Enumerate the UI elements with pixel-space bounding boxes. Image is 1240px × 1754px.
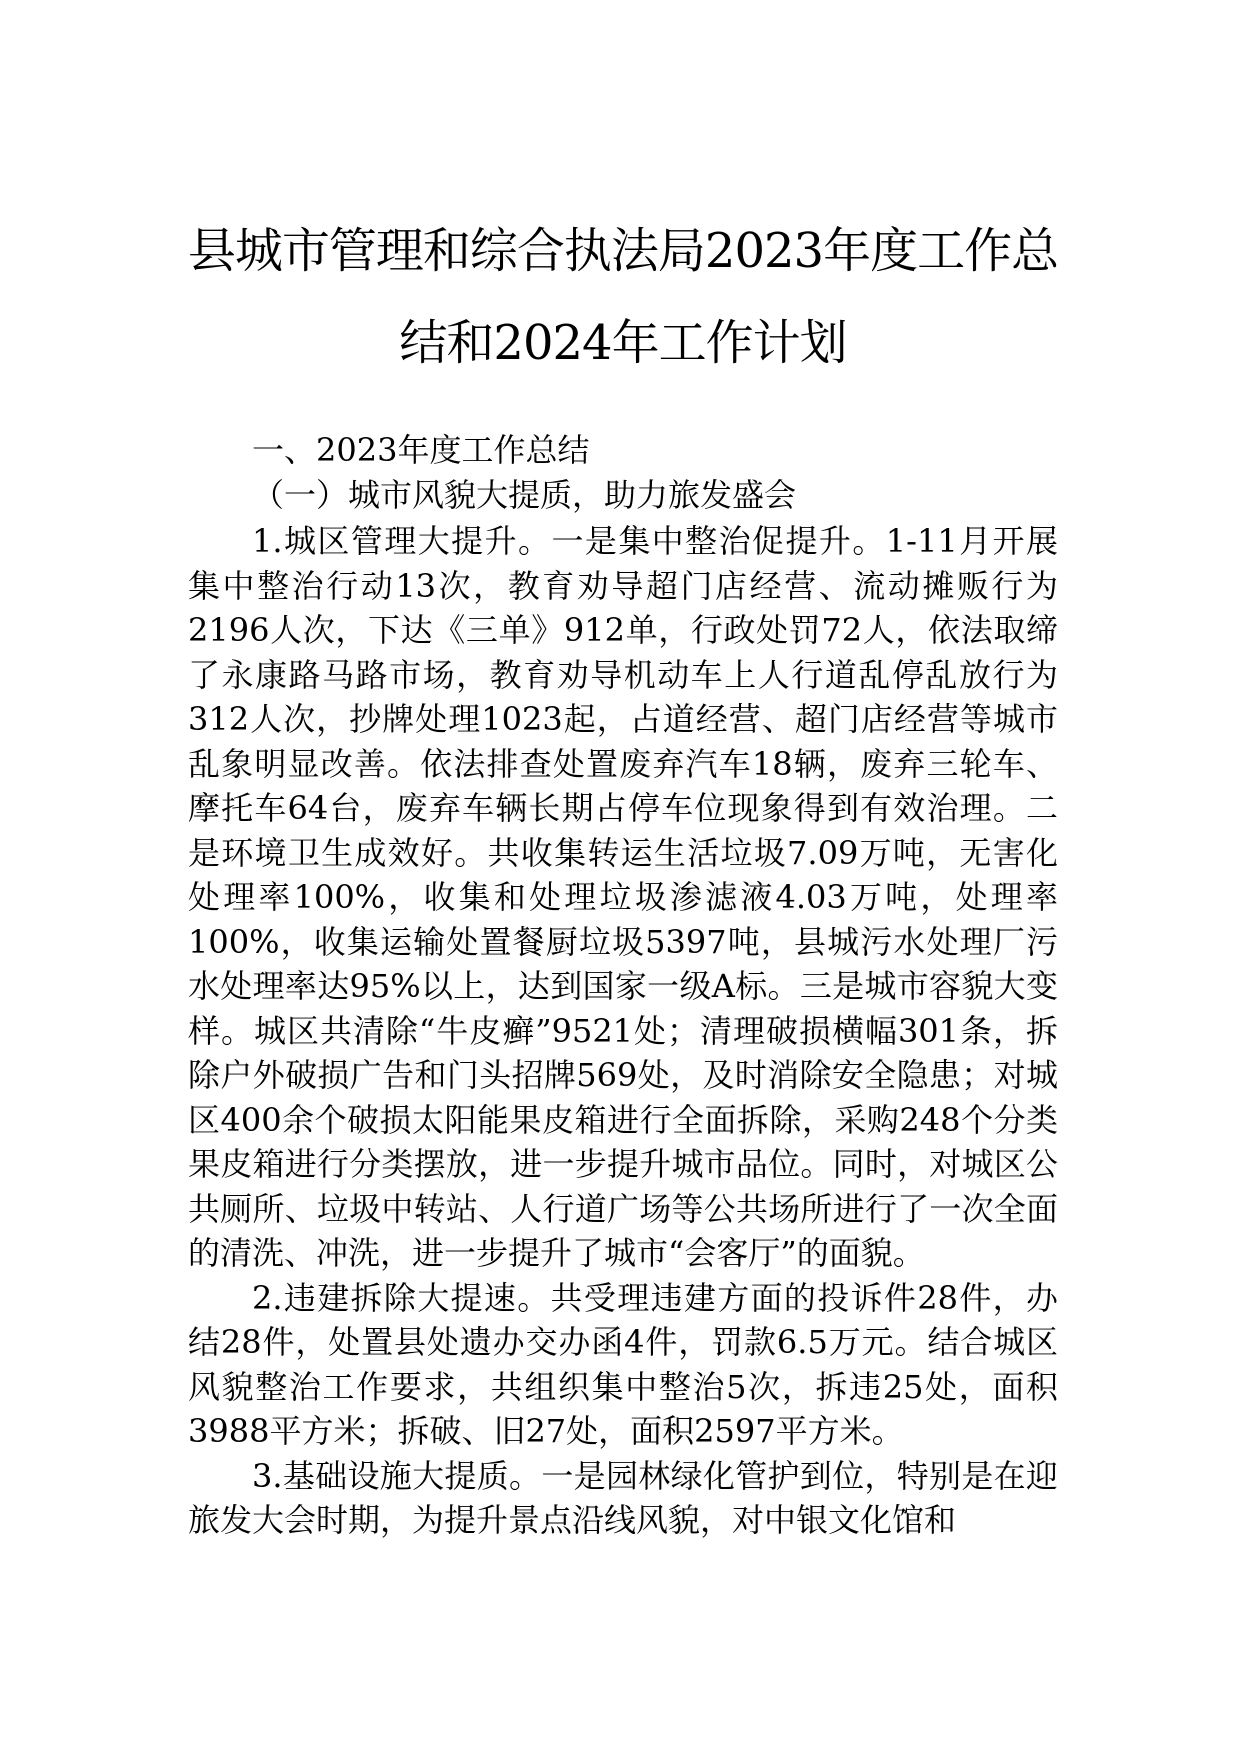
- paragraph-2: 2.违建拆除大提速。共受理违建方面的投诉件28件，办结28件，处置县处遗办交办函4件，罚款6.5万元。结合城区风貌整治工作要求，共组织集中整治5次，拆违25处，面积3988平方米；拆破、旧27处，面积2597平方米。: [188, 1278, 1058, 1450]
- title-line-1: 县城市管理和综合执法局2023年度工作总: [187, 223, 1059, 279]
- document-page: [188, 0, 1058, 1754]
- title-line-2: 结和2024年工作计划: [399, 315, 847, 371]
- document-body: [188, 519, 1058, 1543]
- paragraph-1: 1.城区管理大提升。一是集中整治促提升。1-11月开展集中整治行动13次，教育劝导超门店经营、流动摊贩行为2196人次，下达《三单》912单，行政处罚72人，依法取缔了永康路马路市场，教育劝导机动车上人行道乱停乱放行为312人次，抄牌处理1023起，占道经营、超门店经营等城市乱象明显改善。依法排查处置废弃汽车18辆，废弃三轮车、摩托车64台，废弃车辆长期占停车位现象得到有效治理。二是环境卫生成效好。共收集转运生活垃圾7.09万吨，无害化处理率100%，收集和处理垃圾渗滤液4.03万吨，处理率100%，收集运输处置餐厨垃圾5397吨，县城污水处理厂污水处理率达95%以上，达到国家一级A标。三是城市容貌大变样。城区共清除“牛皮癣”9521处；清理破损横幅301条，拆除户外破损广告和门头招牌569处，及时消除安全隐患；对城区400余个破损太阳能果皮箱进行全面拆除，采购248个分类果皮箱进行分类摆放，进一步提升城市品位。同时，对城区公共厕所、垃圾中转站、人行道广场等公共场所进行了一次全面的清洗、冲洗，进一步提升了城市“会客厅”的面貌。: [188, 522, 1058, 1272]
- document-title: [173, 205, 1073, 389]
- paragraph-3: 3.基础设施大提质。一是园林绿化管护到位，特别是在迎旅发大会时期，为提升景点沿线风貌，对中银文化馆和: [188, 1456, 1058, 1539]
- section-heading-1: 一、2023年度工作总结: [252, 431, 590, 469]
- subsection-heading-1: （一）城市风貌大提质，助力旅发盛会: [252, 476, 797, 514]
